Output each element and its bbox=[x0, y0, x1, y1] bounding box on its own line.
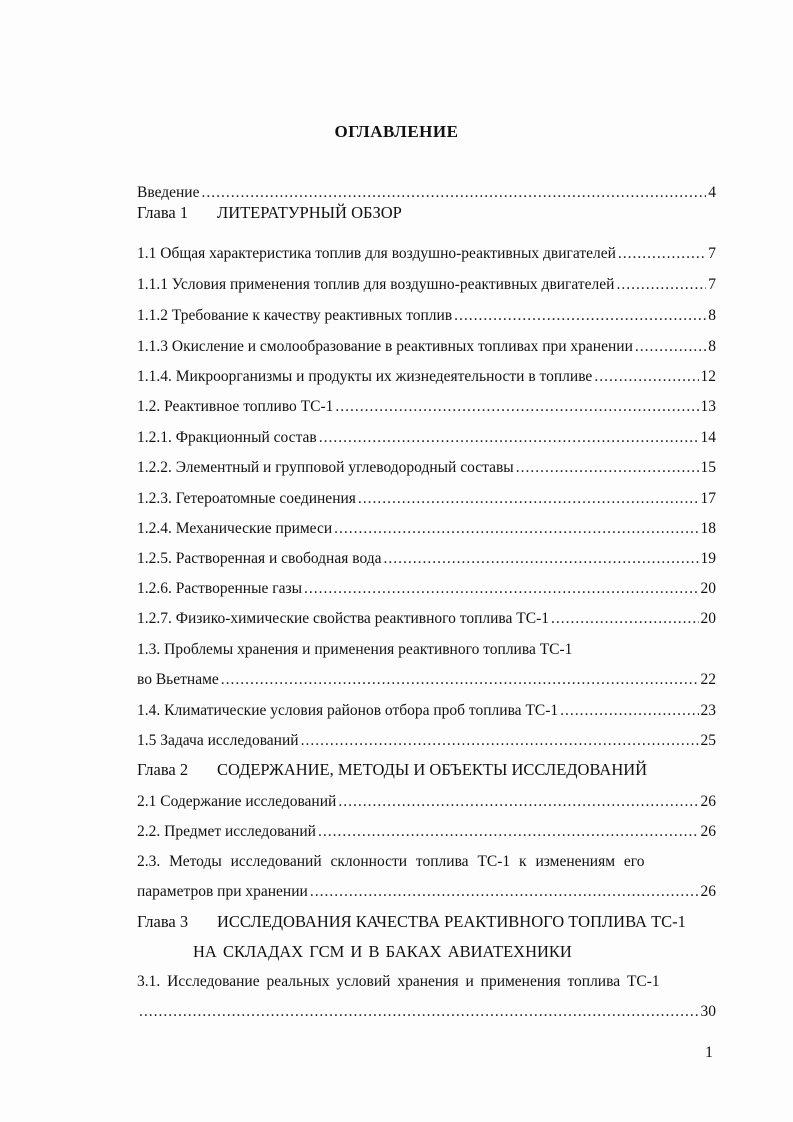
toc-entry-text: 2.1 Содержание исследований bbox=[137, 793, 337, 810]
chapter-number: Глава 3 bbox=[137, 912, 189, 931]
toc-entry-page: 26 bbox=[700, 793, 716, 810]
toc-entry-line bbox=[137, 972, 716, 992]
toc-entry bbox=[137, 731, 716, 751]
toc-entry-page: 26 bbox=[700, 823, 716, 840]
toc-entry bbox=[137, 489, 716, 509]
toc-entry-page: 4 bbox=[708, 184, 716, 201]
toc-entry bbox=[137, 1002, 716, 1022]
toc-entry-page: 23 bbox=[700, 702, 716, 719]
toc-leader bbox=[334, 519, 698, 539]
toc-leader bbox=[318, 822, 699, 842]
toc-entry bbox=[137, 367, 716, 387]
toc-entry bbox=[137, 609, 716, 629]
toc-entry-page: 12 bbox=[700, 368, 716, 385]
toc-entry bbox=[137, 549, 716, 569]
toc-chapter-3 bbox=[137, 912, 716, 932]
toc-entry bbox=[137, 882, 716, 902]
toc-entry-page: 20 bbox=[700, 580, 716, 597]
toc-entry-text: 1.1.3 Окисление и смолообразование в реактивных топливах при хранении bbox=[137, 338, 633, 355]
toc-entry-text: 1.2.6. Растворенные газы bbox=[137, 580, 303, 597]
toc-entry bbox=[137, 822, 716, 842]
chapter-number: Глава 1 bbox=[137, 203, 189, 222]
toc-title: ОГЛАВЛЕНИЕ bbox=[334, 122, 459, 141]
toc-entry-text: 1.1.1 Условия применения топлив для воздушно-реактивных двигателей bbox=[137, 276, 615, 293]
toc-entry-introduction bbox=[137, 183, 716, 203]
toc-entry-page: 15 bbox=[700, 459, 716, 476]
toc-leader bbox=[616, 275, 706, 295]
toc-leader bbox=[201, 183, 706, 203]
toc-entry-page: 26 bbox=[700, 883, 716, 900]
toc-entry-text: 2.3. Методы исследований склонности топлива ТС-1 к изменениям его bbox=[137, 853, 645, 870]
toc-entry-page: 7 bbox=[708, 245, 716, 262]
toc-leader bbox=[358, 489, 699, 509]
toc-leader bbox=[139, 1002, 699, 1022]
toc-entry bbox=[137, 579, 716, 599]
toc-entry bbox=[137, 792, 716, 812]
toc-leader bbox=[310, 882, 699, 902]
toc-entry-text: 3.1. Исследование реальных условий хранения и применения топлива ТС-1 bbox=[137, 973, 660, 990]
toc-entry-page: 17 bbox=[700, 490, 716, 507]
toc-entry-text: 1.5 Задача исследований bbox=[137, 732, 299, 749]
toc-leader bbox=[454, 306, 706, 326]
toc-entry-text: 1.1.4. Микроорганизмы и продукты их жизнедеятельности в топливе bbox=[137, 368, 593, 385]
toc-leader bbox=[594, 367, 698, 387]
toc-chapter-3-continued bbox=[193, 942, 713, 962]
toc-entry bbox=[137, 458, 716, 478]
toc-entry bbox=[137, 428, 716, 448]
chapter-title: ЛИТЕРАТУРНЫЙ ОБЗОР bbox=[217, 203, 402, 222]
toc-entry bbox=[137, 306, 716, 326]
toc-entry-text: 1.3. Проблемы хранения и применения реактивного топлива ТС-1 bbox=[137, 641, 573, 658]
toc-entry-page: 8 bbox=[708, 338, 716, 355]
toc-leader bbox=[319, 428, 699, 448]
toc-leader bbox=[551, 609, 699, 629]
toc-entry-text: 1.2. Реактивное топливо ТС-1 bbox=[137, 398, 334, 415]
chapter-title: ИССЛЕДОВАНИЯ КАЧЕСТВА РЕАКТИВНОГО ТОПЛИВА ТС-1 bbox=[217, 912, 686, 931]
toc-entry-text: 1.2.3. Гетероатомные соединения bbox=[137, 490, 356, 507]
toc-entry bbox=[137, 701, 716, 721]
toc-entry bbox=[137, 670, 716, 690]
toc-entry-page: 18 bbox=[700, 520, 716, 537]
toc-leader bbox=[516, 458, 699, 478]
page-number: 1 bbox=[705, 1044, 713, 1061]
toc-chapter-1 bbox=[137, 203, 716, 223]
toc-entry-text: Введение bbox=[137, 184, 200, 201]
toc-entry-page: 8 bbox=[708, 307, 716, 324]
toc-entry-text: 1.1.2 Требование к качеству реактивных топлив bbox=[137, 307, 453, 324]
toc-leader bbox=[304, 579, 698, 599]
toc-entry-page: 7 bbox=[708, 276, 716, 293]
toc-entry-page: 14 bbox=[700, 429, 716, 446]
toc-entry bbox=[137, 244, 716, 264]
toc-entry-line bbox=[137, 640, 716, 660]
toc-entry-text: 1.2.1. Фракционный состав bbox=[137, 429, 317, 446]
toc-chapter-2 bbox=[137, 760, 716, 780]
toc-leader bbox=[221, 670, 699, 690]
toc-entry-page: 22 bbox=[700, 671, 716, 688]
toc-entry-page: 20 bbox=[700, 610, 716, 627]
chapter-number: Глава 2 bbox=[137, 760, 189, 779]
toc-leader bbox=[301, 731, 699, 751]
toc-entry-text: во Вьетнаме bbox=[137, 671, 219, 688]
toc-leader bbox=[384, 549, 699, 569]
chapter-title: СОДЕРЖАНИЕ, МЕТОДЫ И ОБЪЕКТЫ ИССЛЕДОВАНИЙ bbox=[217, 760, 648, 779]
toc-entry-text: 1.2.5. Растворенная и свободная вода bbox=[137, 550, 382, 567]
toc-entry-text: параметров при хранении bbox=[137, 883, 308, 900]
toc-entry bbox=[137, 275, 716, 295]
toc-entry-text: 1.2.7. Физико-химические свойства реактивного топлива ТС-1 bbox=[137, 610, 549, 627]
toc-leader bbox=[618, 244, 706, 264]
toc-entry-page: 25 bbox=[700, 732, 716, 749]
toc-entry bbox=[137, 519, 716, 539]
toc-entry-text: 1.2.2. Элементный и групповой углеводородный составы bbox=[137, 459, 514, 476]
toc-entry-page: 19 bbox=[700, 550, 716, 567]
toc-entry-page: 30 bbox=[700, 1003, 716, 1020]
toc-entry-line bbox=[137, 852, 716, 872]
toc-entry-text: 2.2. Предмет исследований bbox=[137, 823, 316, 840]
toc-entry-text: 1.1 Общая характеристика топлив для воздушно-реактивных двигателей bbox=[137, 245, 616, 262]
toc-leader bbox=[560, 701, 698, 721]
toc-entry bbox=[137, 337, 716, 357]
toc-leader bbox=[338, 792, 698, 812]
toc-entry-page: 13 bbox=[700, 398, 716, 415]
toc-leader bbox=[335, 397, 698, 417]
toc-leader bbox=[635, 337, 706, 357]
toc-entry-text: 1.4. Климатические условия районов отбора проб топлива ТС-1 bbox=[137, 702, 559, 719]
toc-entry bbox=[137, 397, 716, 417]
toc-entry-text: 1.2.4. Механические примеси bbox=[137, 520, 333, 537]
chapter-title: НА СКЛАДАХ ГСМ И В БАКАХ АВИАТЕХНИКИ bbox=[193, 942, 572, 961]
